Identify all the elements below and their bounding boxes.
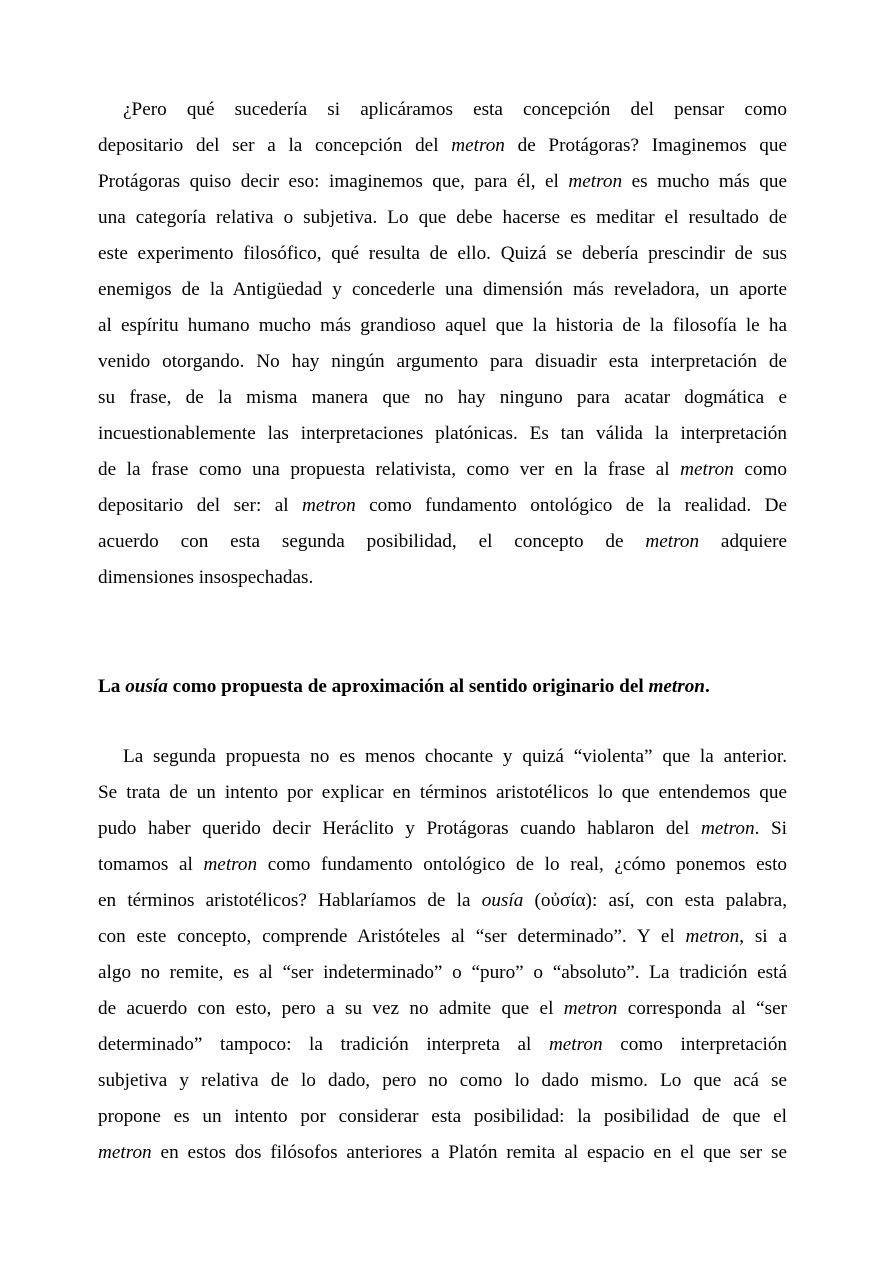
- text-line: [98, 98, 787, 122]
- text-run: Protágoras quiso decir eso: imaginemos que, para él, el: [98, 171, 569, 192]
- italic-term: metron: [648, 676, 705, 697]
- italic-term: metron: [302, 495, 356, 516]
- text-run: una categoría relativa o subjetiva. Lo que debe hacerse es meditar el resultado de: [98, 207, 787, 228]
- italic-term: metron: [98, 1142, 152, 1163]
- text-run: La: [98, 676, 126, 697]
- text-line: [98, 386, 787, 410]
- text-run: La segunda propuesta no es menos chocante y quizá “violenta” que la anterior.: [123, 746, 787, 767]
- text-line: [98, 853, 787, 877]
- text-line: [98, 1105, 787, 1129]
- text-line: [98, 422, 787, 446]
- text-line: [98, 242, 787, 266]
- text-line: [98, 925, 787, 949]
- text-run: algo no remite, es al “ser indeterminado” o “puro” o “absoluto”. La tradición está: [98, 962, 787, 983]
- text-run: al espíritu humano mucho más grandioso aquel que la historia de la filosofía le ha: [98, 315, 787, 336]
- text-run: depositario del ser: al: [98, 495, 303, 516]
- text-run: enemigos de la Antigüedad y concederle una dimensión más reveladora, un aporte: [98, 279, 787, 300]
- text-line: [98, 494, 787, 518]
- text-run: de Protágoras? Imaginemos que: [504, 135, 787, 156]
- italic-term: metron: [645, 531, 700, 552]
- text-line: [98, 1141, 787, 1165]
- italic-term: metron: [548, 1034, 603, 1055]
- text-run: , si a: [739, 926, 787, 947]
- text-line: [98, 134, 787, 158]
- text-run: como fundamento ontológico de lo real, ¿cómo ponemos esto: [257, 854, 787, 875]
- italic-term: metron: [203, 854, 258, 875]
- text-line: [98, 781, 787, 805]
- text-line: [98, 278, 787, 302]
- italic-term: ousía: [125, 676, 168, 697]
- italic-term: metron: [451, 135, 505, 156]
- text-run: corresponda al “ser: [617, 998, 787, 1019]
- text-run: .: [704, 676, 710, 697]
- text-run: . Si: [754, 818, 787, 839]
- text-run: subjetiva y relativa de lo dado, pero no como lo dado mismo. Lo que acá se: [98, 1070, 787, 1091]
- text-run: de la frase como una propuesta relativista, como ver en la frase al: [98, 459, 681, 480]
- text-run: determinado” tampoco: la tradición interpreta al: [98, 1034, 549, 1055]
- italic-term: metron: [680, 459, 734, 480]
- text-run: dimensiones insospechadas.: [98, 567, 314, 588]
- text-line: [98, 1069, 787, 1093]
- text-run: este experimento filosófico, qué resulta de ello. Quizá se debería prescindir de sus: [98, 243, 787, 264]
- text-run: en términos aristotélicos? Hablaríamos de la: [98, 890, 482, 911]
- text-run: pudo haber querido decir Heráclito y Protágoras cuando hablaron del: [98, 818, 701, 839]
- text-run: propone es un intento por considerar esta posibilidad: la posibilidad de que el: [98, 1106, 787, 1127]
- text-line: [98, 817, 787, 841]
- text-line: [98, 997, 787, 1021]
- text-run: en estos dos filósofos anteriores a Platón remita al espacio en el que ser se: [151, 1142, 787, 1163]
- text-line: [98, 314, 787, 338]
- italic-term: metron: [563, 998, 618, 1019]
- text-line: [98, 745, 787, 769]
- text-run: su frase, de la misma manera que no hay ninguno para acatar dogmática e: [98, 387, 787, 408]
- italic-term: metron: [700, 818, 755, 839]
- text-run: de acuerdo con esto, pero a su vez no admite que el: [98, 998, 564, 1019]
- text-run: incuestionablemente las interpretaciones platónicas. Es tan válida la interpretación: [98, 423, 787, 444]
- text-line: [98, 961, 787, 985]
- text-run: como propuesta de aproximación al sentido originario del: [167, 676, 649, 697]
- text-line: [98, 1033, 787, 1057]
- text-run: tomamos al: [98, 854, 204, 875]
- italic-term: metron: [685, 926, 740, 947]
- text-run: es mucho más que: [622, 171, 787, 192]
- text-run: (οὐσία): así, con esta palabra,: [523, 890, 787, 911]
- italic-term: metron: [568, 171, 623, 192]
- text-line: [98, 170, 787, 194]
- text-line: [98, 458, 787, 482]
- text-run: depositario del ser a la concepción del: [98, 135, 452, 156]
- text-run: Se trata de un intento por explicar en términos aristotélicos lo que entendemos que: [98, 782, 787, 803]
- text-run: venido otorgando. No hay ningún argumento para disuadir esta interpretación de: [98, 351, 787, 372]
- text-run: como: [733, 459, 787, 480]
- text-run: adquiere: [699, 531, 787, 552]
- text-line: [98, 889, 787, 913]
- section-heading-ousia: [98, 675, 787, 699]
- text-run: ¿Pero qué sucedería si aplicáramos esta concepción del pensar como: [123, 99, 787, 120]
- text-line: [98, 206, 787, 230]
- text-run: como fundamento ontológico de la realidad. De: [355, 495, 788, 516]
- text-run: acuerdo con esta segunda posibilidad, el concepto de: [98, 531, 646, 552]
- text-run: como interpretación: [602, 1034, 788, 1055]
- text-line: [98, 530, 787, 554]
- text-line: [98, 566, 787, 590]
- text-run: con este concepto, comprende Aristóteles al “ser determinado”. Y el: [98, 926, 686, 947]
- text-line: [98, 350, 787, 374]
- italic-term: ousía: [481, 890, 524, 911]
